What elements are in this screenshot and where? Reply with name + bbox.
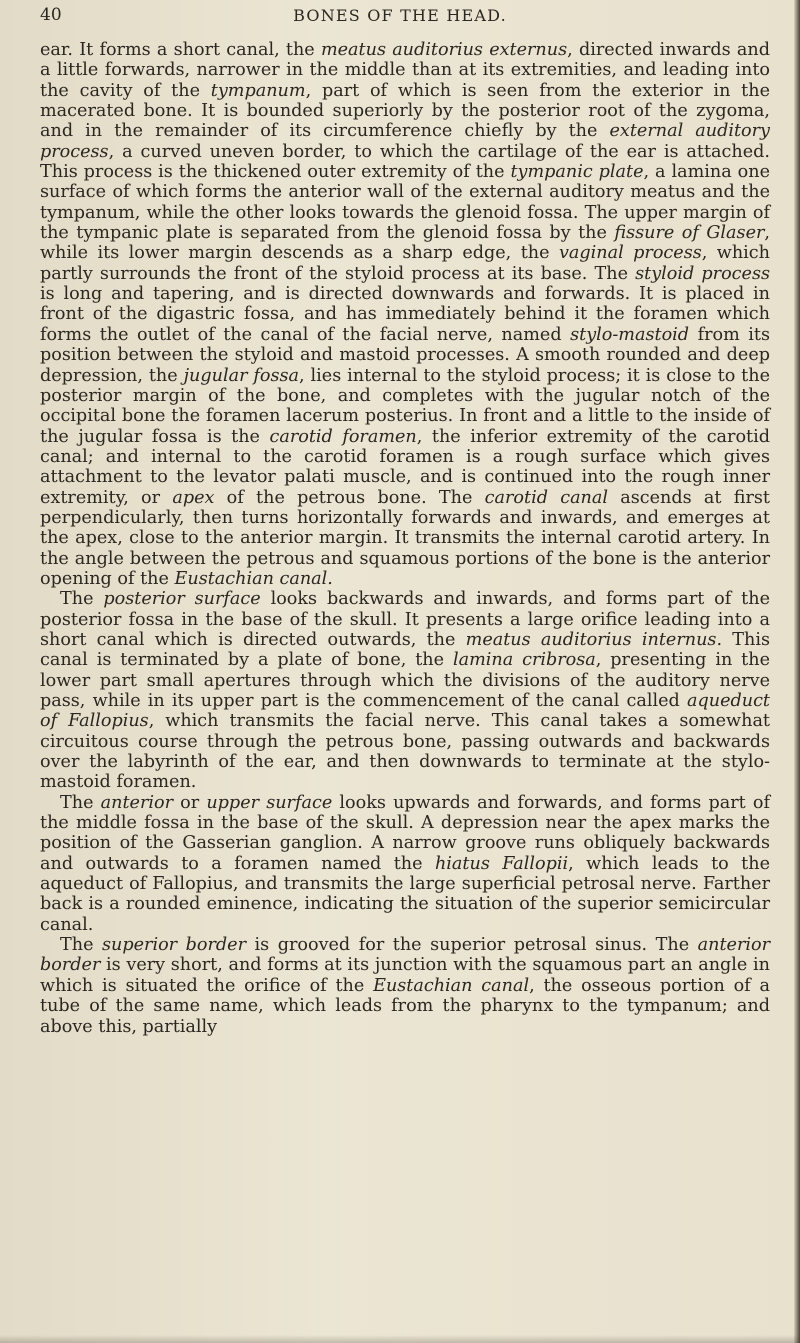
running-head: BONES OF THE HEAD. — [293, 6, 507, 25]
paragraph-3: The anterior or upper surface looks upwards and forwards, and forms part of the middle fossa in the base of the skull. A depression near the apex marks the position of the Gasserian ganglion. A narrow groove runs obliquely backwards and outwards to a foramen named the hiatus Fallopii, which leads to the aqueduct of Fallopius, and transmits the large superficial petrosal nerve. Farther back is a rounded eminence, indicating the situation of the superior semicircular canal. — [40, 792, 770, 935]
paragraph-2: The posterior surface looks backwards and inwards, and forms part of the posterior fossa in the base of the skull. It presents a large orifice leading into a short canal which is directed outwards, the meatus auditorius internus. This canal is terminated by a plate of bone, the lamina cribrosa, presenting in the lower part small apertures through which the divisions of the auditory nerve pass, while in its upper part is the commencement of the canal called aqueduct of Fallopius, which transmits the facial nerve. This canal takes a somewhat circuitous course through the petrous bone, passing outwards and backwards over the labyrinth of the ear, and then downwards to terminate at the stylo-mastoid foramen. — [40, 589, 771, 793]
paragraph-1: ear. It forms a short canal, the meatus auditorius externus, directed inwards and a little forwards, narrower in the middle than at its extremities, and leading into the cavity of the tympanum, part of which is seen from the exterior in the macerated bone. It is bounded superiorly by the posterior root of the zygoma, and in the remainder of its circumference chiefly by the external auditory process, a curved uneven border, to which the cartilage of the ear is attached. This process is the thickened outer extremity of the tympanic plate, a lamina one surface of which forms the anterior wall of the external auditory meatus and the tympanum, while the other looks towards the glenoid fossa. The upper margin of the tympanic plate is separated from the glenoid fossa by the fissure of Glaser, while its lower margin descends as a sharp edge, the vaginal process, which partly surrounds the front of the styloid process at its base. The styloid process is long and tapering, and is directed downwards and forwards. It is placed in front of the digastric fossa, and has immediately behind it the foramen which forms the outlet of the canal of the facial nerve, named stylo-mastoid from its position between the styloid and mastoid processes. A smooth rounded and deep depression, the jugular fossa, lies internal to the styloid process; it is close to the posterior margin of the bone, and completes with the jugular notch of the occipital bone the foramen lacerum posterius. In front and a little to the inside of the jugular fossa is the carotid foramen, the inferior extremity of the carotid canal; and internal to the carotid foramen is a rough surface which gives attachment to the levator palati muscle, and is continued into the rough inner extremity, or apex of the petrous bone. The carotid canal ascends at first perpendicularly, then turns horizontally forwards and inwards, and emerges at the apex, close to the anterior margin. It transmits the internal carotid artery. In the angle between the petrous and squamous portions of the bone is the anterior opening of the Eustachian canal. — [40, 40, 771, 589]
paragraph-4: The superior border is grooved for the superior petrosal sinus. The anterior border is very short, and forms at its junction with the squamous part an angle in which is situated the orifice of the Eustachian canal, the osseous portion of a tube of the same name, which leads from the pharynx to the tympanum; and above this, partially — [40, 935, 770, 1037]
page-number: 40 — [40, 5, 62, 25]
body-text — [40, 40, 770, 1037]
page-bottom-shadow — [0, 1335, 800, 1343]
page-edge-shadow — [794, 0, 800, 1343]
